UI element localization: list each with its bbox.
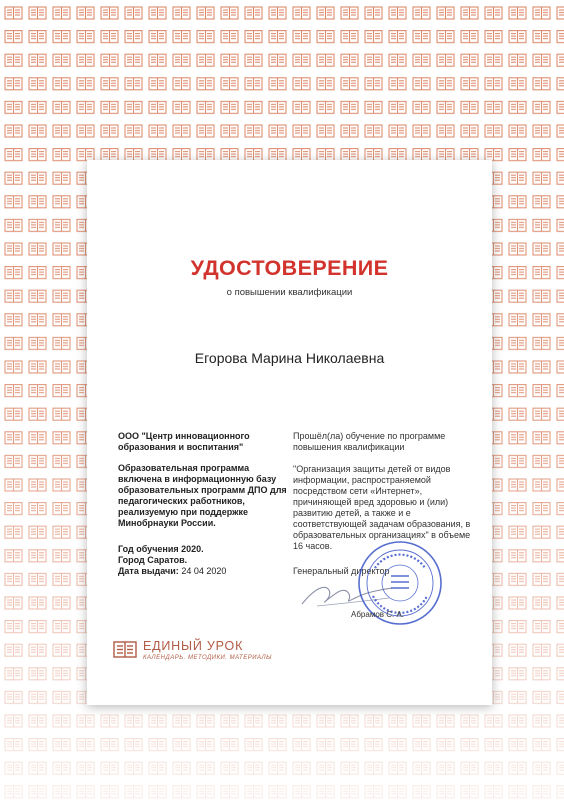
issue-date-label: Дата выдачи: (118, 566, 179, 576)
certificate-title: УДОСТОВЕРЕНИЕ (190, 256, 389, 280)
signer-name: Абрамов С. А. (351, 610, 405, 619)
logo-name: ЕДИНЫЙ УРОК (143, 639, 244, 653)
training-completed-text: Прошёл(ла) обучение по программе повышения квалификации (293, 431, 446, 452)
certificate-subtitle: о повышении квалификации (226, 287, 353, 298)
edinyi-urok-logo (112, 640, 292, 666)
director-title: Генеральный директор (293, 566, 390, 576)
recipient-name: Егорова Марина Николаевна (194, 350, 385, 366)
book-icon (112, 640, 138, 660)
city: Город Саратов. (118, 555, 188, 565)
certificate-card (87, 160, 492, 705)
issue-date-line (118, 566, 290, 577)
program-title: "Организация защиты детей от видов информации, распространяемой посредством сети «Интернет», причиняющей вред здоровью и (или) развитию детей, а также и е соответствующей задачам образования, в образовательных организациях" в объеме 16 часов. (293, 464, 471, 551)
issue-date-value: 24 04 2020 (181, 566, 227, 576)
left-column (118, 431, 290, 577)
organization-name: ООО "Центр инновационного образования и воспитания" (118, 431, 250, 452)
logo-tagline: КАЛЕНДАРЬ. МЕТОДИКИ. МАТЕРИАЛЫ (143, 655, 272, 661)
study-year: Год обучения 2020. (118, 544, 204, 554)
program-note: Образовательная программа включена в информационную базу образовательных программ ДПО для педагогических работников, реализуемую при поддержке Минобрнауки России. (118, 463, 287, 528)
